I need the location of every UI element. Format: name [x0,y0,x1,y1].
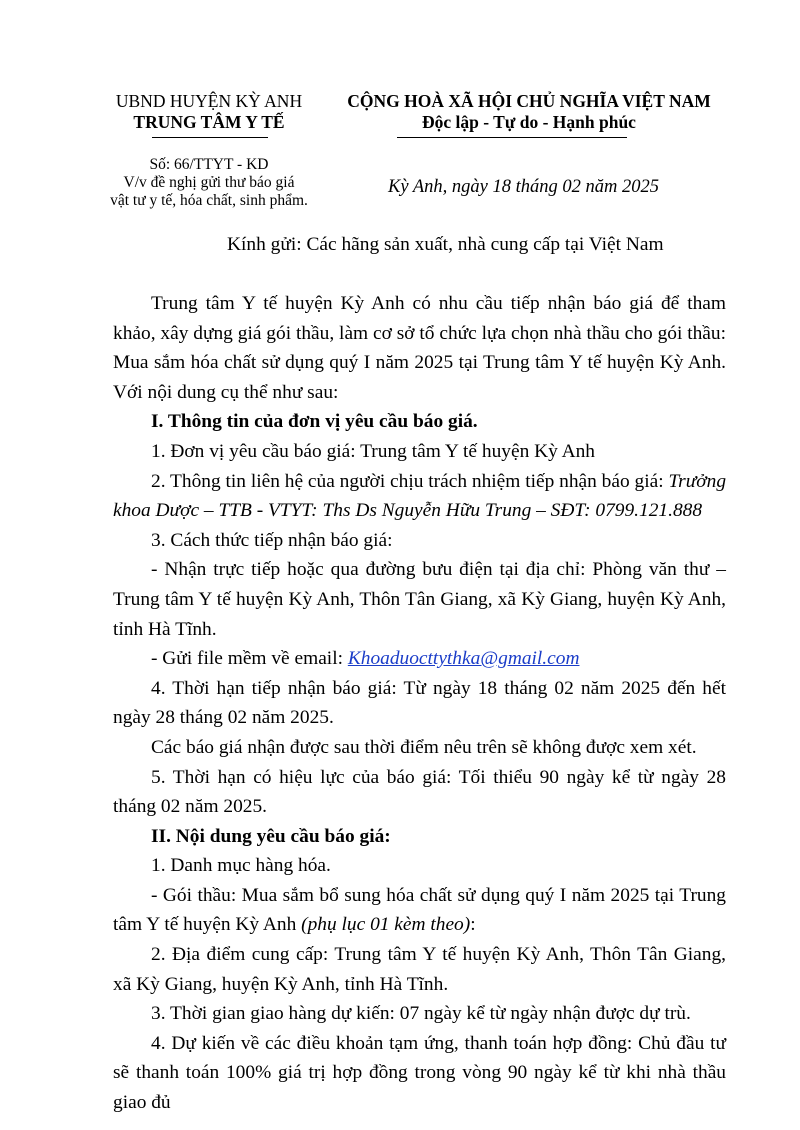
right-header-rule [397,137,627,138]
s2-item-1: 1. Danh mục hàng hóa. [151,855,331,877]
s2-item-1-a [113,881,726,940]
organization-name: TRUNG TÂM Y TẾ [133,112,285,132]
s2-item-4: 4. Dự kiến về các điều khoản tạm ứng, thanh toán hợp đồng: Chủ đầu tư sẽ thanh toán 100% giá trị hợp đồng trong vòng 90 ngày kể từ khi nhà thầu giao đủ [113,1032,726,1114]
agency-name: UBND HUYỆN KỲ ANH [115,91,303,111]
s1-item-4: 4. Thời hạn tiếp nhận báo giá: Từ ngày 18 tháng 02 năm 2025 đến hết ngày 28 tháng 02 năm 2025. [113,677,726,729]
email-label: - Gửi file mềm về email: [151,648,348,670]
s2-item-1-a-suffix: : [470,914,476,936]
s1-item-2-label: 2. Thông tin liên hệ của người chịu trách nhiệm tiếp nhận báo giá: [151,470,669,492]
s1-item-5: 5. Thời hạn có hiệu lực của báo giá: Tối thiểu 90 ngày kể từ ngày 28 tháng 02 năm 2025. [113,766,726,818]
left-header-rule [152,137,268,138]
section-1-title: I. Thông tin của đơn vị yêu cầu báo giá. [151,411,478,433]
subject-line-1: V/v đề nghị gửi thư báo giá [123,174,295,191]
s1-note: Các báo giá nhận được sau thời điểm nêu trên sẽ không được xem xét. [151,736,697,758]
s1-item-1: 1. Đơn vị yêu cầu báo giá: Trung tâm Y tế huyện Kỳ Anh [151,440,595,462]
document-body [113,289,726,1118]
recipient-line: Kính gửi: Các hãng sản xuất, nhà cung cấp tại Việt Nam [227,234,664,255]
s1-item-3-b [113,644,726,674]
intro-paragraph: Trung tâm Y tế huyện Kỳ Anh có nhu cầu tiếp nhận báo giá để tham khảo, xây dựng giá gói thầu, làm cơ sở tổ chức lựa chọn nhà thầu cho gói thầu: Mua sắm hóa chất sử dụng quý I năm 2025 tại Trung tâm Y tế huyện Kỳ Anh. Với nội dung cụ thể như sau: [113,293,726,403]
national-title: CỘNG HOÀ XÃ HỘI CHỦ NGHĨA VIỆT NAM [347,91,711,111]
s2-item-1-a-text: - Gói thầu: Mua sắm bổ sung hóa chất sử dụng quý I năm 2025 tại Trung tâm Y tế huyện Kỳ Anh [113,884,726,936]
section-2-title: II. Nội dung yêu cầu báo giá: [151,825,391,847]
s1-item-3-a: - Nhận trực tiếp hoặc qua đường bưu điện tại địa chỉ: Phòng văn thư – Trung tâm Y tế huyện Kỳ Anh, Thôn Tân Giang, xã Kỳ Giang, huyện Kỳ Anh, tỉnh Hà Tĩnh. [113,559,726,640]
s1-item-3: 3. Cách thức tiếp nhận báo giá: [151,529,393,551]
email-link[interactable]: Khoaduocttythka@gmail.com [347,648,580,670]
document-date: Kỳ Anh, ngày 18 tháng 02 năm 2025 [388,177,659,197]
s2-item-3: 3. Thời gian giao hàng dự kiến: 07 ngày kể từ ngày nhận được dự trù. [151,1003,691,1025]
s1-item-2 [113,467,726,526]
document-number: Số: 66/TTYT - KD [149,156,269,173]
s2-item-2: 2. Địa điểm cung cấp: Trung tâm Y tế huyện Kỳ Anh, Thôn Tân Giang, xã Kỳ Giang, huyện Kỳ Anh, tỉnh Hà Tĩnh. [113,944,726,995]
national-motto: Độc lập - Tự do - Hạnh phúc [422,112,636,132]
contact-person: Trưởng khoa Dược – TTB - VTYT: Ths Ds Nguyễn Hữu Trung – SĐT: 0799.121.888 [113,470,727,522]
subject-line-2: vật tư y tế, hóa chất, sinh phẩm. [110,192,308,209]
appendix-reference: (phụ lục 01 kèm theo) [301,914,471,936]
